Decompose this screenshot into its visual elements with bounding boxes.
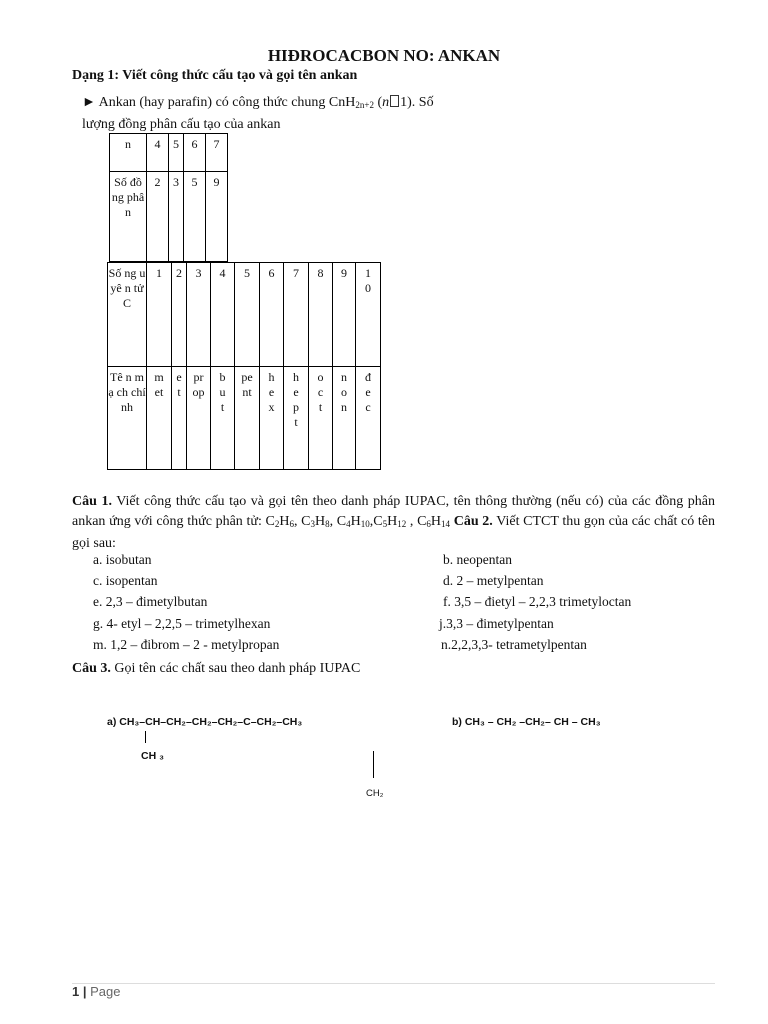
list-item: g. 4- etyl – 2,2,5 – trimetylhexan bbox=[93, 616, 271, 631]
unknown-glyph bbox=[390, 95, 399, 107]
table-cell: pent bbox=[235, 367, 260, 470]
list-item: d. 2 – metylpentan bbox=[443, 573, 544, 588]
structure-a-branch: CH ₃ bbox=[141, 750, 164, 762]
table-cell: 4 bbox=[211, 263, 235, 367]
table-cell: 1 bbox=[147, 263, 172, 367]
table-cell: hept bbox=[284, 367, 309, 470]
list-item: j.3,3 – đimetylpentan bbox=[439, 616, 554, 631]
table-cell: 2 bbox=[147, 172, 169, 262]
bond-line bbox=[145, 731, 146, 743]
isomer-count-table bbox=[109, 133, 228, 262]
list-item: c. isopentan bbox=[93, 573, 158, 588]
table-cell: 5 bbox=[184, 172, 206, 262]
table-cell: 7 bbox=[206, 134, 228, 172]
footer-divider bbox=[72, 983, 715, 984]
table-cell: met bbox=[147, 367, 172, 470]
table-cell: 3 bbox=[169, 172, 184, 262]
list-item: b. neopentan bbox=[443, 552, 512, 567]
page-title: HIĐROCACBON NO: ANKAN bbox=[267, 46, 501, 65]
table-cell: 8 bbox=[309, 263, 333, 367]
table-cell: n bbox=[110, 134, 147, 172]
table-cell: 5 bbox=[169, 134, 184, 172]
table-cell: 10 bbox=[356, 263, 381, 367]
question-1-2: Câu 1. Viết công thức cấu tạo và gọi tên theo danh pháp IUPAC, tên thông thường (nếu có) của các đồng phân ankan ứng với công thức phân tử: $C_2H_6$, $C_3H_8$, $C_4H_{10},C_5H_{12}$ , $C_6H_{14}$ Câu 2. Viết CTCT thu gọn của các chất có tên gọi sau: bbox=[72, 494, 716, 551]
structure-b-branch: CH₂ bbox=[366, 788, 384, 799]
table-cell: 4 bbox=[147, 134, 169, 172]
carbon-name-table bbox=[107, 262, 381, 470]
list-item: n.2,2,3,3- tetrametylpentan bbox=[441, 637, 587, 652]
table-cell: Số ng uyê n tử C bbox=[108, 263, 147, 367]
table-cell: 2 bbox=[172, 263, 187, 367]
list-item: a. isobutan bbox=[93, 552, 152, 567]
table-cell: but bbox=[211, 367, 235, 470]
table-cell: oct bbox=[309, 367, 333, 470]
intro-paragraph: ► Ankan (hay parafin) có công thức chung CnH$_{2n+2}$ (n 1). Số lượng đồng phân cấu tạo của ankan bbox=[82, 95, 434, 132]
bond-line bbox=[373, 751, 374, 778]
list-item: e. 2,3 – đimetylbutan bbox=[93, 594, 208, 609]
structure-a-main-chain: a) CH₃–CH–CH₂–CH₂–CH₂–C–CH₂–CH₃ bbox=[107, 716, 303, 728]
table-cell: hex bbox=[260, 367, 284, 470]
table-cell: et bbox=[172, 367, 187, 470]
list-item: f. 3,5 – đietyl – 2,2,3 trimetyloctan bbox=[443, 594, 632, 609]
table-cell: Số đồ ng phâ n bbox=[110, 172, 147, 262]
table-cell: non bbox=[333, 367, 356, 470]
table-cell: 9 bbox=[333, 263, 356, 367]
table-cell: đec bbox=[356, 367, 381, 470]
table-cell: 6 bbox=[184, 134, 206, 172]
question-3: Câu 3. Gọi tên các chất sau theo danh pháp IUPAC bbox=[72, 661, 361, 676]
table-cell: 7 bbox=[284, 263, 309, 367]
table-cell: prop bbox=[187, 367, 211, 470]
page-footer: 1 | Page bbox=[72, 984, 121, 999]
table-cell: 6 bbox=[260, 263, 284, 367]
section-heading: Dạng 1: Viết công thức cấu tạo và gọi tên ankan bbox=[72, 68, 358, 83]
table-cell: 3 bbox=[187, 263, 211, 367]
list-item: m. 1,2 – đibrom – 2 - metylpropan bbox=[93, 637, 280, 652]
table-cell: 9 bbox=[206, 172, 228, 262]
structure-b-main-chain: b) CH₃ – CH₂ –CH₂– CH – CH₃ bbox=[452, 716, 601, 728]
table-cell: Tê n mạ ch chí nh bbox=[108, 367, 147, 470]
arrow-icon: ► bbox=[82, 95, 96, 110]
table-cell: 5 bbox=[235, 263, 260, 367]
